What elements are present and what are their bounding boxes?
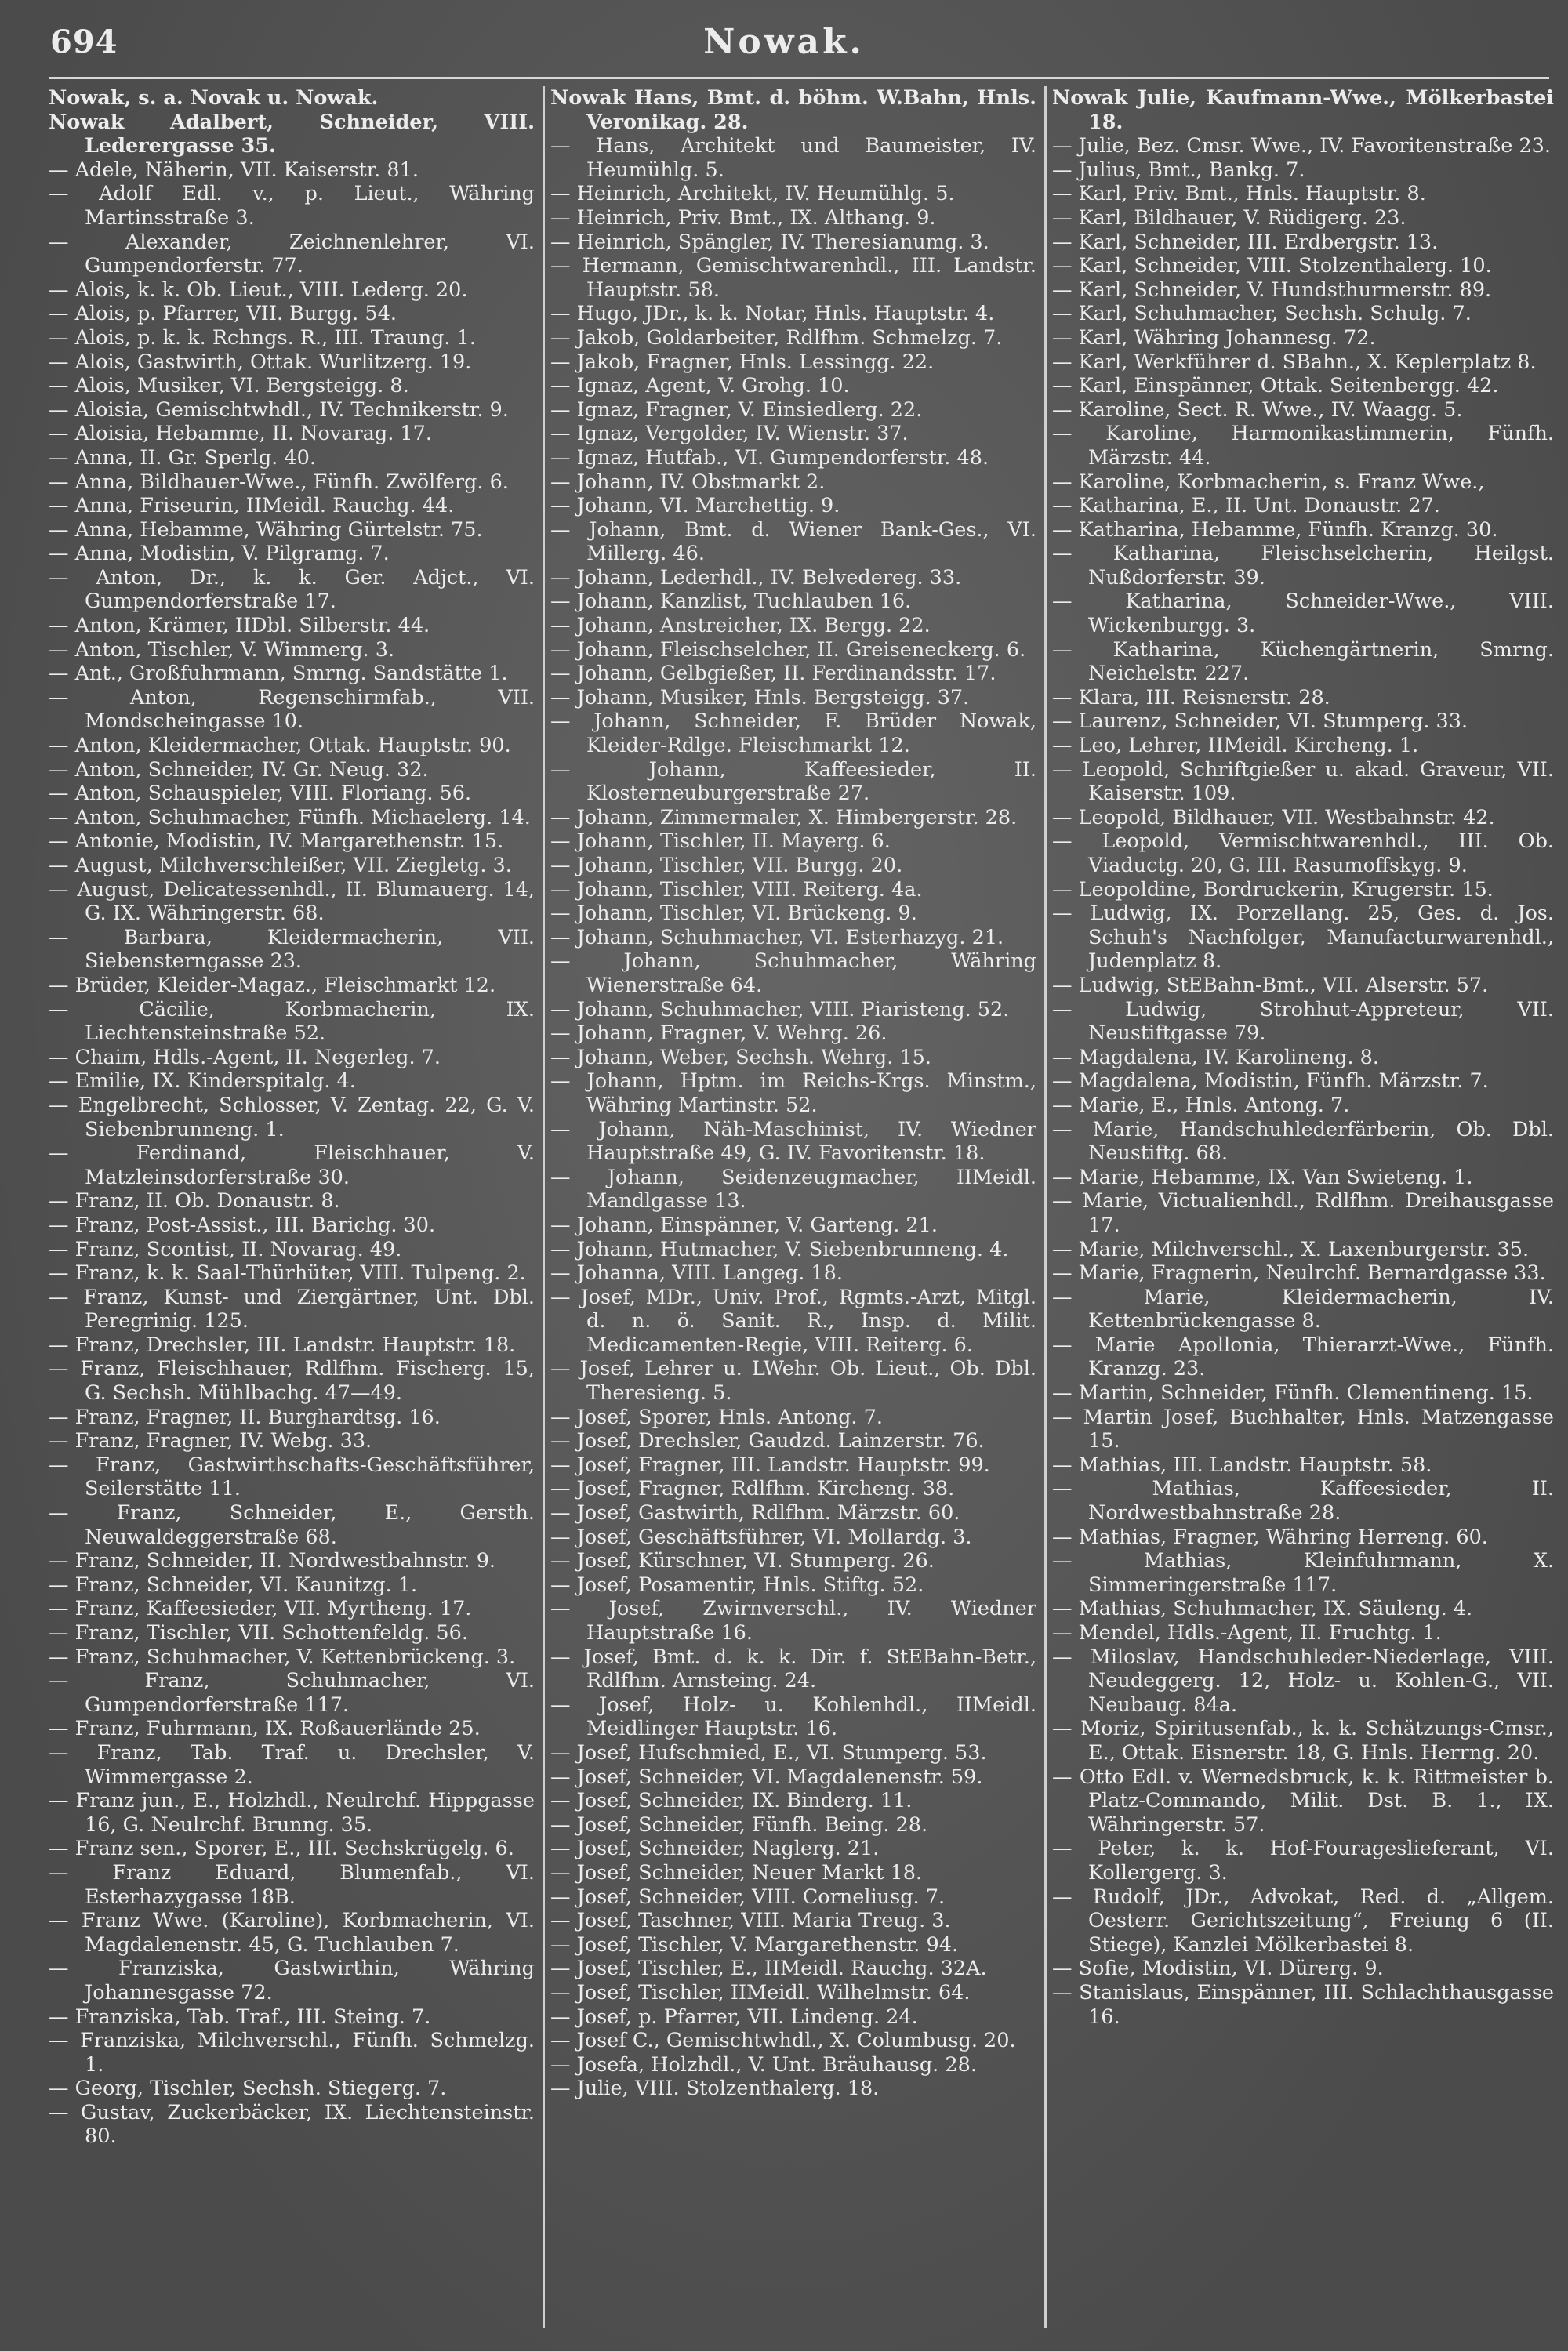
- directory-entry: — Alois, k. k. Ob. Lieut., VIII. Lederg. 20.: [49, 278, 468, 302]
- directory-entry: — Marie Apollonia, Thierarzt-Wwe., Fünfh. Kranzg. 23.: [1052, 1333, 1554, 1381]
- directory-entry: Nowak Hans, Bmt. d. böhm. W.Bahn, Hnls. Veronikag. 28.: [550, 86, 1036, 134]
- directory-entry: — Katharina, Fleischselcherin, Heilgst. Nußdorferstr. 39.: [1052, 542, 1554, 590]
- column-divider: [1044, 86, 1047, 2328]
- directory-entry: — Otto Edl. v. Wernedsbruck, k. k. Rittmeister b. Platz-Commando, Milit. Dst. B. 1., IX. Währingerstr. 57.: [1052, 1765, 1554, 1837]
- directory-entry: — Peter, k. k. Hof-Fourageslieferant, VI. Kollergerg. 3.: [1052, 1837, 1554, 1885]
- directory-entry: — Marie, Fragnerin, Neulrchf. Bernardgasse 33.: [1052, 1261, 1546, 1286]
- directory-entry: — Franz, Kaffeesieder, VII. Myrtheng. 17.: [49, 1597, 472, 1621]
- directory-entry: — Julie, Bez. Cmsr. Wwe., IV. Favoritenstraße 23.: [1052, 134, 1551, 158]
- running-head: Nowak.: [703, 22, 865, 62]
- directory-entry: — Johann, Fragner, V. Wehrg. 26.: [550, 1021, 887, 1046]
- directory-entry: — Franz Eduard, Blumenfab., VI. Esterhazygasse 18B.: [49, 1860, 535, 1909]
- directory-entry: — Josef, Schneider, Fünfh. Being. 28.: [550, 1812, 928, 1837]
- directory-entry: — Alexander, Zeichnenlehrer, VI. Gumpendorferstr. 77.: [49, 230, 535, 278]
- directory-entry: — Hugo, JDr., k. k. Notar, Hnls. Hauptstr. 4.: [550, 302, 995, 326]
- directory-entry: — Franz, k. k. Saal-Thürhüter, VIII. Tulpeng. 2.: [49, 1261, 526, 1286]
- directory-entry: — Ignaz, Hutfab., VI. Gumpendorferstr. 48.: [550, 445, 989, 470]
- directory-entry: — Stanislaus, Einspänner, III. Schlachthausgasse 16.: [1052, 1980, 1554, 2029]
- directory-entry: — Leo, Lehrer, IIMeidl. Kircheng. 1.: [1052, 734, 1419, 758]
- directory-entry: — Johann, Schuhmacher, Währing Wienerstraße 64.: [550, 949, 1036, 997]
- directory-entry: — Sofie, Modistin, VI. Dürerg. 9.: [1052, 1957, 1384, 1981]
- directory-entry: — Franziska, Milchverschl., Fünfh. Schmelzg. 1.: [49, 2029, 535, 2077]
- directory-entry: — Leopoldine, Bordruckerin, Krugerstr. 15.: [1052, 877, 1494, 902]
- directory-entry: — Marie, Kleidermacherin, IV. Kettenbrückengasse 8.: [1052, 1285, 1554, 1333]
- directory-entry: — Josef, Drechsler, Gaudzd. Lainzerstr. 76.: [550, 1429, 985, 1453]
- directory-entry: — Josef, Posamentir, Hnls. Stiftg. 52.: [550, 1573, 924, 1597]
- directory-entry: — Alois, p. k. k. Rchngs. R., III. Traung. 1.: [49, 325, 476, 350]
- directory-entry: — Franz, Scontist, II. Novarag. 49.: [49, 1237, 402, 1261]
- directory-entry: — Franz, Schneider, II. Nordwestbahnstr. 9.: [49, 1549, 496, 1573]
- directory-entry: — Karl, Priv. Bmt., Hnls. Hauptstr. 8.: [1052, 182, 1426, 206]
- directory-entry: — Anna, Bildhauer-Wwe., Fünfh. Zwölferg. 6.: [49, 470, 509, 494]
- directory-entry: — Franz, Tischler, VII. Schottenfeldg. 56.: [49, 1621, 468, 1645]
- directory-entry: — Karl, Währing Johannesg. 72.: [1052, 325, 1376, 350]
- directory-entry: — Josef, Bmt. d. k. k. Dir. f. StEBahn-Betr., Rdlfhm. Arnsteing. 24.: [550, 1645, 1036, 1693]
- directory-entry: — Anton, Schneider, IV. Gr. Neug. 32.: [49, 757, 429, 782]
- directory-entry: — Brüder, Kleider-Magaz., Fleischmarkt 12.: [49, 973, 496, 997]
- directory-entry: — Josef, Tischler, E., IIMeidl. Rauchg. 32A.: [550, 1957, 987, 1981]
- directory-entry: — Johann, Anstreicher, IX. Bergg. 22.: [550, 614, 931, 638]
- directory-entry: — Johann, Hptm. im Reichs-Krgs. Minstm., Währing Martinstr. 52.: [550, 1069, 1036, 1117]
- directory-entry: — Franz, Fleischhauer, Rdlfhm. Fischerg. 15, G. Sechsh. Mühlbachg. 47—49.: [49, 1357, 535, 1406]
- directory-columns: [49, 86, 1554, 2328]
- directory-entry: — Johann, Zimmermaler, X. Himbergerstr. 28.: [550, 805, 1018, 829]
- directory-entry: — Karoline, Harmonikastimmerin, Fünfh. Märzstr. 44.: [1052, 422, 1554, 470]
- directory-entry: — Mathias, Fragner, Währing Herreng. 60.: [1052, 1525, 1488, 1549]
- directory-entry: — Karoline, Sect. R. Wwe., IV. Waagg. 5.: [1052, 397, 1463, 422]
- directory-entry: — Karl, Werkführer d. SBahn., X. Keplerplatz 8.: [1052, 350, 1537, 374]
- directory-entry: — Karl, Schneider, III. Erdbergstr. 13.: [1052, 230, 1439, 254]
- directory-entry: — Marie, Victualienhdl., Rdlfhm. Dreihausgasse 17.: [1052, 1189, 1554, 1237]
- directory-entry: — Johann, Gelbgießer, II. Ferdinandsstr. 17.: [550, 662, 996, 686]
- directory-entry: — Johann, Weber, Sechsh. Wehrg. 15.: [550, 1045, 932, 1069]
- directory-entry: — Johann, Hutmacher, V. Siebenbrunneng. 4.: [550, 1237, 1009, 1261]
- directory-entry: — Alois, p. Pfarrer, VII. Burgg. 54.: [49, 302, 397, 326]
- directory-entry: — Katharina, Schneider-Wwe., VIII. Wickenburgg. 3.: [1052, 590, 1554, 638]
- directory-entry: — Adolf Edl. v., p. Lieut., Währing Martinsstraße 3.: [49, 182, 535, 230]
- directory-entry: — Klara, III. Reisnerstr. 28.: [1052, 685, 1330, 709]
- directory-entry: — Moriz, Spiritusenfab., k. k. Schätzungs-Cmsr., E., Ottak. Eisnerstr. 18, G. Hnls. Herrng. 20.: [1052, 1717, 1554, 1765]
- directory-entry: — Josef, Schneider, IX. Binderg. 11.: [550, 1789, 913, 1813]
- directory-entry: — Josef, p. Pfarrer, VII. Lindeng. 24.: [550, 2005, 918, 2029]
- directory-entry: — Hans, Architekt und Baumeister, IV. Heumühlg. 5.: [550, 134, 1036, 182]
- directory-entry: — Aloisia, Hebamme, II. Novarag. 17.: [49, 422, 432, 446]
- directory-entry: — Anna, II. Gr. Sperlg. 40.: [49, 445, 316, 470]
- directory-entry: — Leopold, Bildhauer, VII. Westbahnstr. 42.: [1052, 805, 1495, 829]
- directory-entry: — Franz, Schuhmacher, V. Kettenbrückeng. 3.: [49, 1645, 516, 1669]
- directory-entry: — Marie, Hebamme, IX. Van Swieteng. 1.: [1052, 1165, 1473, 1189]
- directory-entry: — Josef, Geschäftsführer, VI. Mollardg. 3.: [550, 1525, 972, 1549]
- directory-entry: — Hermann, Gemischtwarenhdl., III. Landstr. Hauptstr. 58.: [550, 254, 1036, 302]
- directory-entry: — Josef, Fragner, III. Landstr. Hauptstr. 99.: [550, 1453, 990, 1477]
- directory-entry: — Johann, Kanzlist, Tuchlauben 16.: [550, 590, 912, 614]
- page-number: 694: [50, 24, 118, 60]
- directory-entry: — Josef, Hufschmied, E., VI. Stumperg. 53.: [550, 1740, 987, 1765]
- directory-entry: — Johann, Tischler, VI. Brückeng. 9.: [550, 902, 917, 926]
- directory-entry: — Antonie, Modistin, IV. Margarethenstr. 15.: [49, 829, 504, 854]
- directory-entry: — Alois, Musiker, VI. Bergsteigg. 8.: [49, 374, 409, 398]
- directory-entry: — Johann, Schneider, F. Brüder Nowak, Kleider-Rdlge. Fleischmarkt 12.: [550, 709, 1036, 758]
- directory-entry: — Marie, Handschuhlederfärberin, Ob. Dbl. Neustiftg. 68.: [1052, 1117, 1554, 1166]
- directory-entry: — Franz, Fuhrmann, IX. Roßauerlände 25.: [49, 1717, 481, 1741]
- directory-entry: — Johann, Fleischselcher, II. Greiseneckerg. 6.: [550, 637, 1026, 662]
- directory-entry: — Johann, Schuhmacher, VI. Esterhazyg. 21.: [550, 925, 1004, 949]
- directory-entry: — Anna, Friseurin, IIMeidl. Rauchg. 44.: [49, 494, 455, 518]
- directory-entry: — Josef, Schneider, Neuer Markt 18.: [550, 1860, 923, 1885]
- directory-entry: — Franz, Kunst- und Ziergärtner, Unt. Dbl. Peregrinig. 125.: [49, 1285, 535, 1333]
- directory-entry: — Marie, Milchverschl., X. Laxenburgerstr. 35.: [1052, 1237, 1530, 1261]
- directory-entry: — Heinrich, Architekt, IV. Heumühlg. 5.: [550, 182, 955, 206]
- directory-entry: — Josef, Holz- u. Kohlenhdl., IIMeidl. Meidlinger Hauptstr. 16.: [550, 1693, 1036, 1741]
- directory-entry: — Josef C., Gemischtwhdl., X. Columbusg. 20.: [550, 2029, 1016, 2053]
- directory-entry: — Emilie, IX. Kinderspitalg. 4.: [49, 1069, 356, 1094]
- directory-entry: — August, Delicatessenhdl., II. Blumauerg. 14, G. IX. Währingerstr. 68.: [49, 877, 535, 926]
- directory-entry: — Mathias, Kaffeesieder, II. Nordwestbahnstraße 28.: [1052, 1477, 1554, 1526]
- directory-entry: — Josef, Sporer, Hnls. Antong. 7.: [550, 1405, 883, 1429]
- column-1: [49, 86, 535, 2328]
- directory-entry: — Ant., Großfuhrmann, Smrng. Sandstätte 1.: [49, 662, 508, 686]
- directory-entry: — Heinrich, Spängler, IV. Theresianumg. 3.: [550, 230, 989, 254]
- directory-entry: — Anton, Regenschirmfab., VII. Mondscheingasse 10.: [49, 685, 535, 734]
- directory-entry: — Ferdinand, Fleischhauer, V. Matzleinsdorferstraße 30.: [49, 1141, 535, 1189]
- directory-entry: — Johann, Näh-Maschinist, IV. Wiedner Hauptstraße 49, G. IV. Favoritenstr. 18.: [550, 1117, 1036, 1166]
- directory-entry: — Cäcilie, Korbmacherin, IX. Liechtensteinstraße 52.: [49, 997, 535, 1046]
- directory-entry: — Franz, Tab. Traf. u. Drechsler, V. Wimmergasse 2.: [49, 1740, 535, 1789]
- directory-entry: — Georg, Tischler, Sechsh. Stiegerg. 7.: [49, 2077, 447, 2101]
- directory-entry: — Josef, Schneider, VI. Magdalenenstr. 59.: [550, 1765, 983, 1789]
- directory-entry: — Katharina, E., II. Unt. Donaustr. 27.: [1052, 494, 1440, 518]
- directory-entry: — Franz, Schneider, E., Gersth. Neuwaldeggerstraße 68.: [49, 1501, 535, 1549]
- directory-entry: — Franziska, Gastwirthin, Währing Johannesgasse 72.: [49, 1957, 535, 2005]
- directory-entry: — Franz, Fragner, II. Burghardtsg. 16.: [49, 1405, 441, 1429]
- directory-entry: — Anna, Hebamme, Währing Gürtelstr. 75.: [49, 517, 483, 542]
- directory-entry: — August, Milchverschleißer, VII. Ziegletg. 3.: [49, 854, 512, 877]
- directory-entry: — Heinrich, Priv. Bmt., IX. Althang. 9.: [550, 205, 936, 230]
- directory-entry: — Mathias, III. Landstr. Hauptstr. 58.: [1052, 1453, 1432, 1477]
- directory-entry: — Johann, VI. Marchettig. 9.: [550, 494, 840, 518]
- directory-entry: — Josef, Schneider, Naglerg. 21.: [550, 1837, 880, 1861]
- directory-entry: — Laurenz, Schneider, VI. Stumperg. 33.: [1052, 709, 1468, 734]
- directory-entry: — Johann, Tischler, II. Mayerg. 6.: [550, 829, 891, 854]
- directory-entry: — Katharina, Küchengärtnerin, Smrng. Neichelstr. 227.: [1052, 637, 1554, 686]
- directory-entry: — Ludwig, StEBahn-Bmt., VII. Alserstr. 57.: [1052, 973, 1489, 997]
- directory-entry: — Magdalena, IV. Karolineng. 8.: [1052, 1045, 1380, 1069]
- directory-entry: — Johann, Einspänner, V. Garteng. 21.: [550, 1213, 938, 1237]
- directory-entry: — Adele, Näherin, VII. Kaiserstr. 81.: [49, 158, 419, 182]
- directory-entry: — Anton, Schuhmacher, Fünfh. Michaelerg. 14.: [49, 805, 531, 829]
- directory-entry: — Engelbrecht, Schlosser, V. Zentag. 22, G. V. Siebenbrunneng. 1.: [49, 1093, 535, 1141]
- directory-entry: — Julie, VIII. Stolzenthalerg. 18.: [550, 2077, 880, 2101]
- directory-entry: — Martin, Schneider, Fünfh. Clementineng. 15.: [1052, 1381, 1534, 1406]
- directory-entry: — Katharina, Hebamme, Fünfh. Kranzg. 30.: [1052, 517, 1498, 542]
- directory-entry: — Martin Josef, Buchhalter, Hnls. Matzengasse 15.: [1052, 1405, 1554, 1453]
- directory-entry: — Josef, Gastwirth, Rdlfhm. Märzstr. 60.: [550, 1501, 960, 1526]
- column-divider: [543, 86, 545, 2328]
- directory-entry: — Mathias, Kleinfuhrmann, X. Simmeringerstraße 117.: [1052, 1549, 1554, 1597]
- directory-entry: — Johann, Seidenzeugmacher, IIMeidl. Mandlgasse 13.: [550, 1165, 1036, 1214]
- directory-entry: — Anna, Modistin, V. Pilgramg. 7.: [49, 542, 390, 566]
- directory-entry: — Magdalena, Modistin, Fünfh. Märzstr. 7.: [1052, 1069, 1489, 1094]
- directory-entry: — Anton, Tischler, V. Wimmerg. 3.: [49, 637, 395, 662]
- directory-entry: — Josef, Lehrer u. LWehr. Ob. Lieut., Ob. Dbl. Theresieng. 5.: [550, 1357, 1036, 1406]
- directory-entry: — Josef, Zwirnverschl., IV. Wiedner Hauptstraße 16.: [550, 1597, 1036, 1645]
- directory-entry: — Barbara, Kleidermacherin, VII. Siebensterngasse 23.: [49, 925, 535, 974]
- directory-entry: — Franz, Drechsler, III. Landstr. Hauptstr. 18.: [49, 1333, 516, 1357]
- directory-entry: — Franz, Post-Assist., III. Barichg. 30.: [49, 1213, 436, 1237]
- directory-entry: — Anton, Krämer, IIDbl. Silberstr. 44.: [49, 614, 430, 638]
- directory-entry: — Karl, Schuhmacher, Sechsh. Schulg. 7.: [1052, 302, 1472, 326]
- directory-entry: — Johann, Bmt. d. Wiener Bank-Ges., VI. Millerg. 46.: [550, 517, 1036, 566]
- directory-entry: — Josef, Kürschner, VI. Stumperg. 26.: [550, 1549, 935, 1573]
- column-3: [1052, 86, 1554, 2328]
- directory-entry: — Leopold, Vermischtwarenhdl., III. Ob. Viaductg. 20, G. III. Rasumoffskyg. 9.: [1052, 829, 1554, 877]
- directory-entry: — Johann, Lederhdl., IV. Belvedereg. 33.: [550, 565, 962, 590]
- directory-entry: — Chaim, Hdls.-Agent, II. Negerleg. 7.: [49, 1045, 441, 1069]
- directory-entry: — Franz, Schneider, VI. Kaunitzg. 1.: [49, 1573, 418, 1597]
- directory-entry: — Johann, Schuhmacher, VIII. Piaristeng. 52.: [550, 997, 1010, 1021]
- directory-entry: Nowak Adalbert, Schneider, VIII. Lederergasse 35.: [49, 110, 535, 158]
- directory-entry: — Johann, Tischler, VIII. Reiterg. 4a.: [550, 877, 923, 902]
- directory-entry: — Franziska, Tab. Traf., III. Steing. 7.: [49, 2005, 431, 2029]
- directory-entry: — Alois, Gastwirth, Ottak. Wurlitzerg. 19.: [49, 350, 472, 374]
- directory-entry: — Jakob, Goldarbeiter, Rdlfhm. Schmelzg. 7.: [550, 325, 1003, 350]
- directory-entry: — Franz, Schuhmacher, VI. Gumpendorferstraße 117.: [49, 1669, 535, 1717]
- directory-entry: — Mathias, Schuhmacher, IX. Säuleng. 4.: [1052, 1597, 1473, 1621]
- directory-entry: — Johanna, VIII. Langeg. 18.: [550, 1261, 843, 1286]
- directory-entry: — Josef, Tischler, IIMeidl. Wilhelmstr. 64.: [550, 1980, 971, 2005]
- directory-entry: — Mendel, Hdls.-Agent, II. Fruchtg. 1.: [1052, 1621, 1442, 1645]
- directory-entry: — Karl, Bildhauer, V. Rüdigerg. 23.: [1052, 205, 1406, 230]
- directory-entry: — Jakob, Fragner, Hnls. Lessingg. 22.: [550, 350, 935, 374]
- directory-entry: — Franz jun., E., Holzhdl., Neulrchf. Hippgasse 16, G. Neulrchf. Brunng. 35.: [49, 1789, 535, 1837]
- directory-entry: — Anton, Schauspieler, VIII. Floriang. 56.: [49, 782, 472, 806]
- directory-entry: — Ignaz, Vergolder, IV. Wienstr. 37.: [550, 422, 909, 446]
- directory-entry: — Anton, Dr., k. k. Ger. Adjct., VI. Gumpendorferstraße 17.: [49, 565, 535, 614]
- directory-entry: — Johann, Tischler, VII. Burgg. 20.: [550, 854, 903, 877]
- directory-entry: Nowak Julie, Kaufmann-Wwe., Mölkerbastei 18.: [1052, 86, 1554, 134]
- directory-entry: — Marie, E., Hnls. Antong. 7.: [1052, 1093, 1350, 1117]
- directory-entry: Nowak, s. a. Novak u. Nowak.: [49, 86, 379, 110]
- directory-entry: — Franz Wwe. (Karoline), Korbmacherin, VI. Magdalenenstr. 45, G. Tuchlauben 7.: [49, 1909, 535, 1957]
- column-2: [550, 86, 1036, 2328]
- directory-entry: — Ludwig, Strohhut-Appreteur, VII. Neustiftgasse 79.: [1052, 997, 1554, 1046]
- directory-entry: — Miloslav, Handschuhleder-Niederlage, VIII. Neudeggerg. 12, Holz- u. Kohlen-G., VII. Neubaug. 84a.: [1052, 1645, 1554, 1717]
- directory-entry: — Franz, II. Ob. Donaustr. 8.: [49, 1189, 340, 1214]
- directory-entry: — Karoline, Korbmacherin, s. Franz Wwe.,: [1052, 470, 1485, 494]
- directory-entry: — Johann, Kaffeesieder, II. Klosterneuburgerstraße 27.: [550, 757, 1036, 806]
- directory-entry: — Leopold, Schriftgießer u. akad. Graveur, VII. Kaiserstr. 109.: [1052, 757, 1554, 806]
- directory-entry: — Rudolf, JDr., Advokat, Red. d. „Allgem. Oesterr. Gerichtszeitung“, Freiung 6 (II. Stiege), Kanzlei Mölkerbastei 8.: [1052, 1885, 1554, 1957]
- directory-entry: — Josef, MDr., Univ. Prof., Rgmts.-Arzt, Mitgl. d. n. ö. Sanit. R., Insp. d. Milit. Medicamenten-Regie, VIII. Reiterg. 6.: [550, 1285, 1036, 1357]
- directory-entry: — Johann, IV. Obstmarkt 2.: [550, 470, 826, 494]
- directory-entry: — Josefa, Holzhdl., V. Unt. Bräuhausg. 28.: [550, 2052, 977, 2077]
- directory-entry: — Franz sen., Sporer, E., III. Sechskrügelg. 6.: [49, 1837, 514, 1861]
- directory-entry: — Josef, Schneider, VIII. Corneliusg. 7.: [550, 1885, 946, 1909]
- directory-entry: — Gustav, Zuckerbäcker, IX. Liechtensteinstr. 80.: [49, 2100, 535, 2149]
- directory-entry: — Ignaz, Agent, V. Grohg. 10.: [550, 374, 850, 398]
- directory-entry: — Karl, Einspänner, Ottak. Seitenbergg. 42.: [1052, 374, 1499, 398]
- directory-entry: — Josef, Taschner, VIII. Maria Treug. 3.: [550, 1909, 951, 1933]
- directory-entry: — Ignaz, Fragner, V. Einsiedlerg. 22.: [550, 397, 923, 422]
- directory-entry: — Franz, Fragner, IV. Webg. 33.: [49, 1429, 372, 1453]
- directory-entry: — Johann, Musiker, Hnls. Bergsteigg. 37.: [550, 685, 970, 709]
- directory-entry: — Aloisia, Gemischtwhdl., IV. Technikerstr. 9.: [49, 397, 509, 422]
- directory-entry: — Karl, Schneider, V. Hundsthurmerstr. 89.: [1052, 278, 1492, 302]
- directory-entry: — Anton, Kleidermacher, Ottak. Hauptstr. 90.: [49, 734, 511, 758]
- directory-entry: — Julius, Bmt., Bankg. 7.: [1052, 158, 1305, 182]
- directory-entry: — Josef, Tischler, V. Margarethenstr. 94.: [550, 1932, 959, 1957]
- directory-entry: — Franz, Gastwirthschafts-Geschäftsführer, Seilerstätte 11.: [49, 1453, 535, 1501]
- directory-entry: — Karl, Schneider, VIII. Stolzenthalerg. 10.: [1052, 254, 1492, 278]
- directory-entry: — Josef, Fragner, Rdlfhm. Kircheng. 38.: [550, 1477, 955, 1501]
- header-rule: [49, 77, 1549, 79]
- page-header: [0, 19, 1568, 63]
- directory-entry: — Ludwig, IX. Porzellang. 25, Ges. d. Jos. Schuh's Nachfolger, Manufacturwarenhdl., Judenplatz 8.: [1052, 902, 1554, 974]
